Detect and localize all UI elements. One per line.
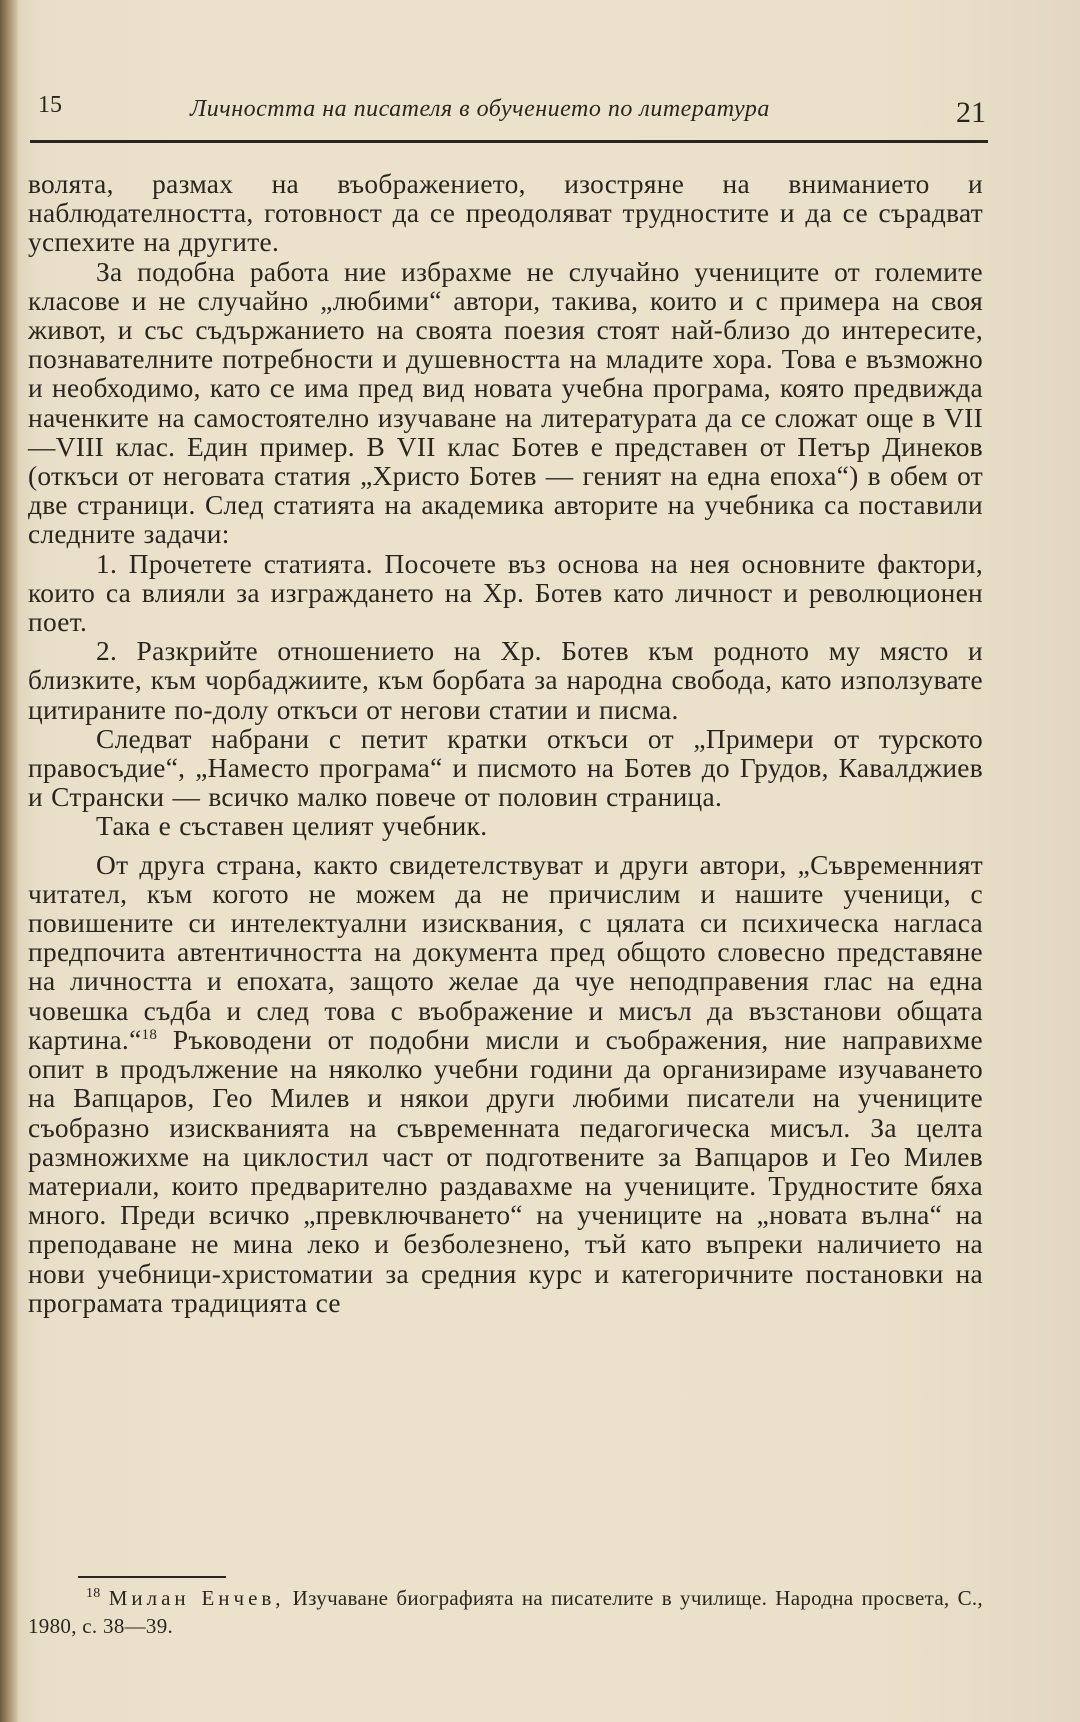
paragraph-text: Ръководени от подобни мисли и съображения, ние направихме опит в продължение на няколко учебни години да организираме изучаването на Вапцаров, Гео Милев и някои други любими писатели на учениците съобразно изискванията на съвременната педагогическа мисъл. За целта размножихме на циклостил част от подготвените за Вапцаров и Гео Милев материали, които предварително раздавахме на учениците. Трудностите бяха много. Преди всичко „превключването“ на учениците на „новата вълна“ на преподаване не мина леко и безболезнено, тъй като въпреки наличието на нови учебници-христоматии за средния курс и категоричните постановки на програмата традицията се	[28, 1024, 983, 1318]
paragraph: 2. Разкрийте отношението на Хр. Ботев към родното му място и близките, към чорбаджиите, към борбата за народна свобода, като използувате цитираните по-долу откъси от негови статии и писма.	[28, 636, 983, 725]
footnote	[28, 1584, 983, 1640]
header-rule	[30, 140, 988, 143]
footnote-reference: 18	[141, 1026, 158, 1043]
page-binding-edge	[0, 0, 18, 1722]
body-text	[28, 170, 983, 1318]
paragraph: Следват набрани с петит кратки откъси от „Примери от турското правосъдие“, „Наместо програма“ и писмото на Ботев до Грудов, Кавалджиев и Странски — всичко малко повече от половин страница.	[28, 723, 983, 813]
page-header	[38, 92, 988, 132]
footnote-number: 18	[86, 1586, 101, 1601]
footnote-text	[28, 1584, 983, 1640]
paragraph: Така е съставен целият учебник.	[96, 811, 488, 842]
footnote-rule	[78, 1576, 226, 1578]
paragraph: 1. Прочетете статията. Посочете въз основа на нея основните фактори, които са влияли за изграждането на Хр. Ботев като личност и революционен поет.	[28, 548, 983, 638]
footnote-author: Милан Енчев,	[108, 1586, 285, 1610]
paragraph: волята, размах на въображението, изостряне на вниманието и наблюдателността, готовност да се преодоляват трудностите и да се сърадват успехите на другите.	[28, 169, 983, 258]
paragraph-text: От друга страна, както свидетелствуват и други автори, „Съвременният читател, към когото не можем да не причислим и нашите ученици, с повишените си интелектуални изисквания, с цялата си психическа нагласа предпочита автентичността на документа пред общото словесно представяне на личността и епохата, защото желае да чуе неподправения глас на една човешка съдба и след това с въображение и мисъл да възстанови общата картина.“	[28, 849, 983, 1055]
page-number: 21	[956, 96, 986, 129]
running-title: Личността на писателя в обучението по литература	[190, 96, 770, 122]
footnote-citation: Изучаване биографията на писателите в училище. Народна просвета, С., 1980, с. 38—39.	[28, 1586, 983, 1638]
paragraph: За подобна работа ние избрахме не случайно учениците от големите класове и не случайно „любими“ автори, такива, които и с примера на своя живот, и със съдържанието на своята поезия стоят най-близо до интересите, познавателните потребности и душевността на младите хора. Това е възможно и необходимо, като се има пред вид новата учебна програма, която предвижда наченките на самостоятелно изучаване на литературата да се сложат още в VII—VIII клас. Един пример. В VII клас Ботев е представен от Петър Динеков (откъси от неговата статия „Христо Ботев — геният на една епоха“) в обем от две страници. След статията на академика авторите на учебника са поставили следните задачи:	[28, 256, 983, 550]
paragraph	[28, 851, 983, 1318]
header-left-number: 15	[38, 92, 62, 118]
